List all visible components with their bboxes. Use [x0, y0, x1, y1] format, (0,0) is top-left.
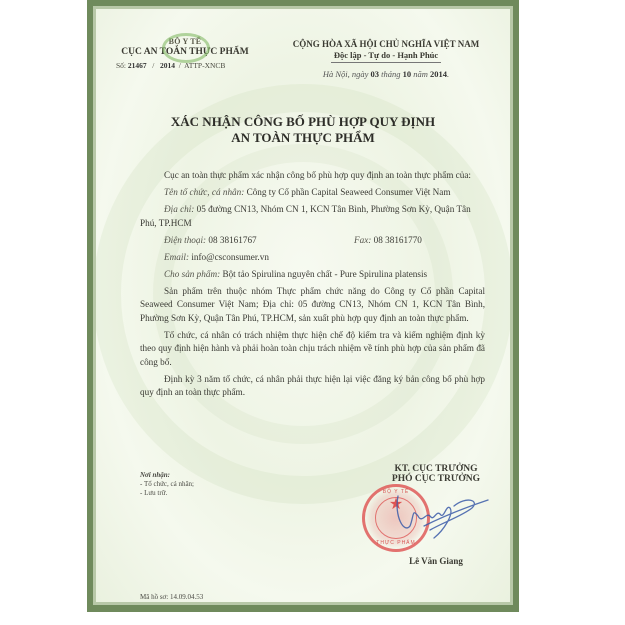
file-number: Mã hồ sơ: 14.09.04.53: [140, 593, 204, 601]
fax-label: Fax:: [354, 234, 372, 245]
republic-name: CỘNG HÒA XÃ HỘI CHỦ NGHĨA VIỆT NAM: [292, 39, 480, 49]
recipient-item: - Tổ chức, cá nhân;: [140, 480, 195, 488]
issuer-header: [110, 37, 260, 70]
organization-field: [140, 186, 485, 200]
state-header: [266, 39, 506, 79]
certificate-frame: [87, 0, 519, 612]
certificate-paper: [96, 9, 510, 602]
stamp-text-bottom: THỰC PHẨM: [376, 540, 416, 546]
paragraph-renewal: Định kỳ 3 năm tổ chức, cá nhân phải thực hiện lại việc đăng ký bản công bố phù hợp quy định an toàn thực phẩm.: [140, 373, 485, 397]
email-field: [140, 251, 485, 265]
phone-label: Điện thoại:: [164, 234, 207, 245]
signer-name: Lê Văn Giang: [409, 556, 463, 566]
date-year: 2014: [430, 69, 448, 79]
product-value: Bột tảo Spirulina nguyên chất - Pure Spirulina platensis: [222, 268, 428, 279]
date-place: Hà Nội, ngày: [322, 69, 369, 79]
date-month: 10: [402, 69, 412, 79]
agency-logo-icon: [162, 33, 210, 63]
department-name: CỤC AN TOÀN THỰC PHẨM: [121, 47, 249, 57]
paragraph-responsibility: Tổ chức, cá nhân có trách nhiệm thực hiện chế độ kiểm tra và kiểm nghiệm định kỳ theo quy định hiện hành và phải hoàn toàn chịu trách nhiệm về tính phù hợp của sản phẩm đã công bố.: [140, 329, 485, 367]
address-value: 05 đường CN13, Nhóm CN 1, KCN Tân Bình, Phường Sơn Kỳ, Quận Tân Phú, TP.HCM: [140, 204, 471, 228]
document-body: [140, 169, 485, 403]
recipients-block: [140, 471, 194, 498]
contact-row: [140, 234, 485, 248]
paragraph-product-group: Sản phẩm trên thuộc nhóm Thực phẩm chức năng do Công ty Cổ phần Capital Seaweed Consumer Việt Nam; Địa chỉ: 05 đường CN13, Nhóm CN 1, KCN Tân Bình, Phường Sơn Kỳ, Quận Tân Phú, TP.HCM, sản xuất phù hợp quy định an toàn thực phẩm.: [140, 285, 485, 323]
ref-number: 21467: [127, 61, 147, 70]
stamp-text-top: BỘ Y TẾ: [382, 489, 410, 495]
signatory-subtitle: PHÓ CỤC TRƯỞNG: [391, 474, 481, 484]
ref-prefix: Số:: [116, 61, 127, 70]
recipient-item: - Lưu trữ.: [140, 489, 168, 497]
date-day: 03: [370, 69, 380, 79]
address-field: [140, 203, 485, 230]
ministry-name: BỘ Y TẾ: [168, 37, 202, 46]
email-label: Email:: [164, 251, 190, 262]
product-field: [140, 268, 485, 282]
reference-number: Số: 21467 / 2014 / ATTP-XNCB: [116, 61, 226, 70]
handwritten-signature-icon: [384, 486, 494, 546]
issue-date: [266, 69, 506, 79]
signature-block: [366, 464, 506, 566]
email-value: info@csconsumer.vn: [191, 251, 269, 262]
date-end: .: [447, 69, 450, 79]
ref-year: 2014: [159, 61, 175, 70]
date-month-label: tháng: [381, 69, 401, 79]
ref-suffix: ATTP-XNCB: [184, 61, 226, 70]
motto-underline: [331, 62, 441, 63]
phone-value: 08 38161767: [208, 234, 257, 245]
recipients-heading: Nơi nhận:: [140, 471, 171, 479]
org-value: Công ty Cổ phần Capital Seaweed Consumer Việt Nam: [246, 187, 451, 197]
date-year-label: năm: [413, 69, 428, 79]
intro-paragraph: Cục an toàn thực phẩm xác nhận công bố phù hợp quy định an toàn thực phẩm của:: [164, 170, 471, 180]
phone-field: [164, 234, 354, 248]
org-label: Tên tổ chức, cá nhân:: [164, 187, 245, 197]
national-motto: Độc lập - Tự do - Hạnh Phúc: [333, 50, 439, 60]
title-line-2: AN TOÀN THỰC PHẨM: [231, 130, 375, 145]
product-label: Cho sản phẩm:: [164, 268, 221, 279]
title-line-1: XÁC NHẬN CÔNG BỐ PHÙ HỢP QUY ĐỊNH: [170, 114, 436, 129]
fax-value: 08 38161770: [373, 234, 422, 245]
document-title: [96, 114, 510, 146]
fax-field: [354, 234, 422, 248]
address-label: Địa chỉ:: [164, 204, 195, 214]
star-icon: ★: [388, 496, 404, 513]
signatory-title: KT. CỤC TRƯỞNG: [394, 464, 478, 474]
